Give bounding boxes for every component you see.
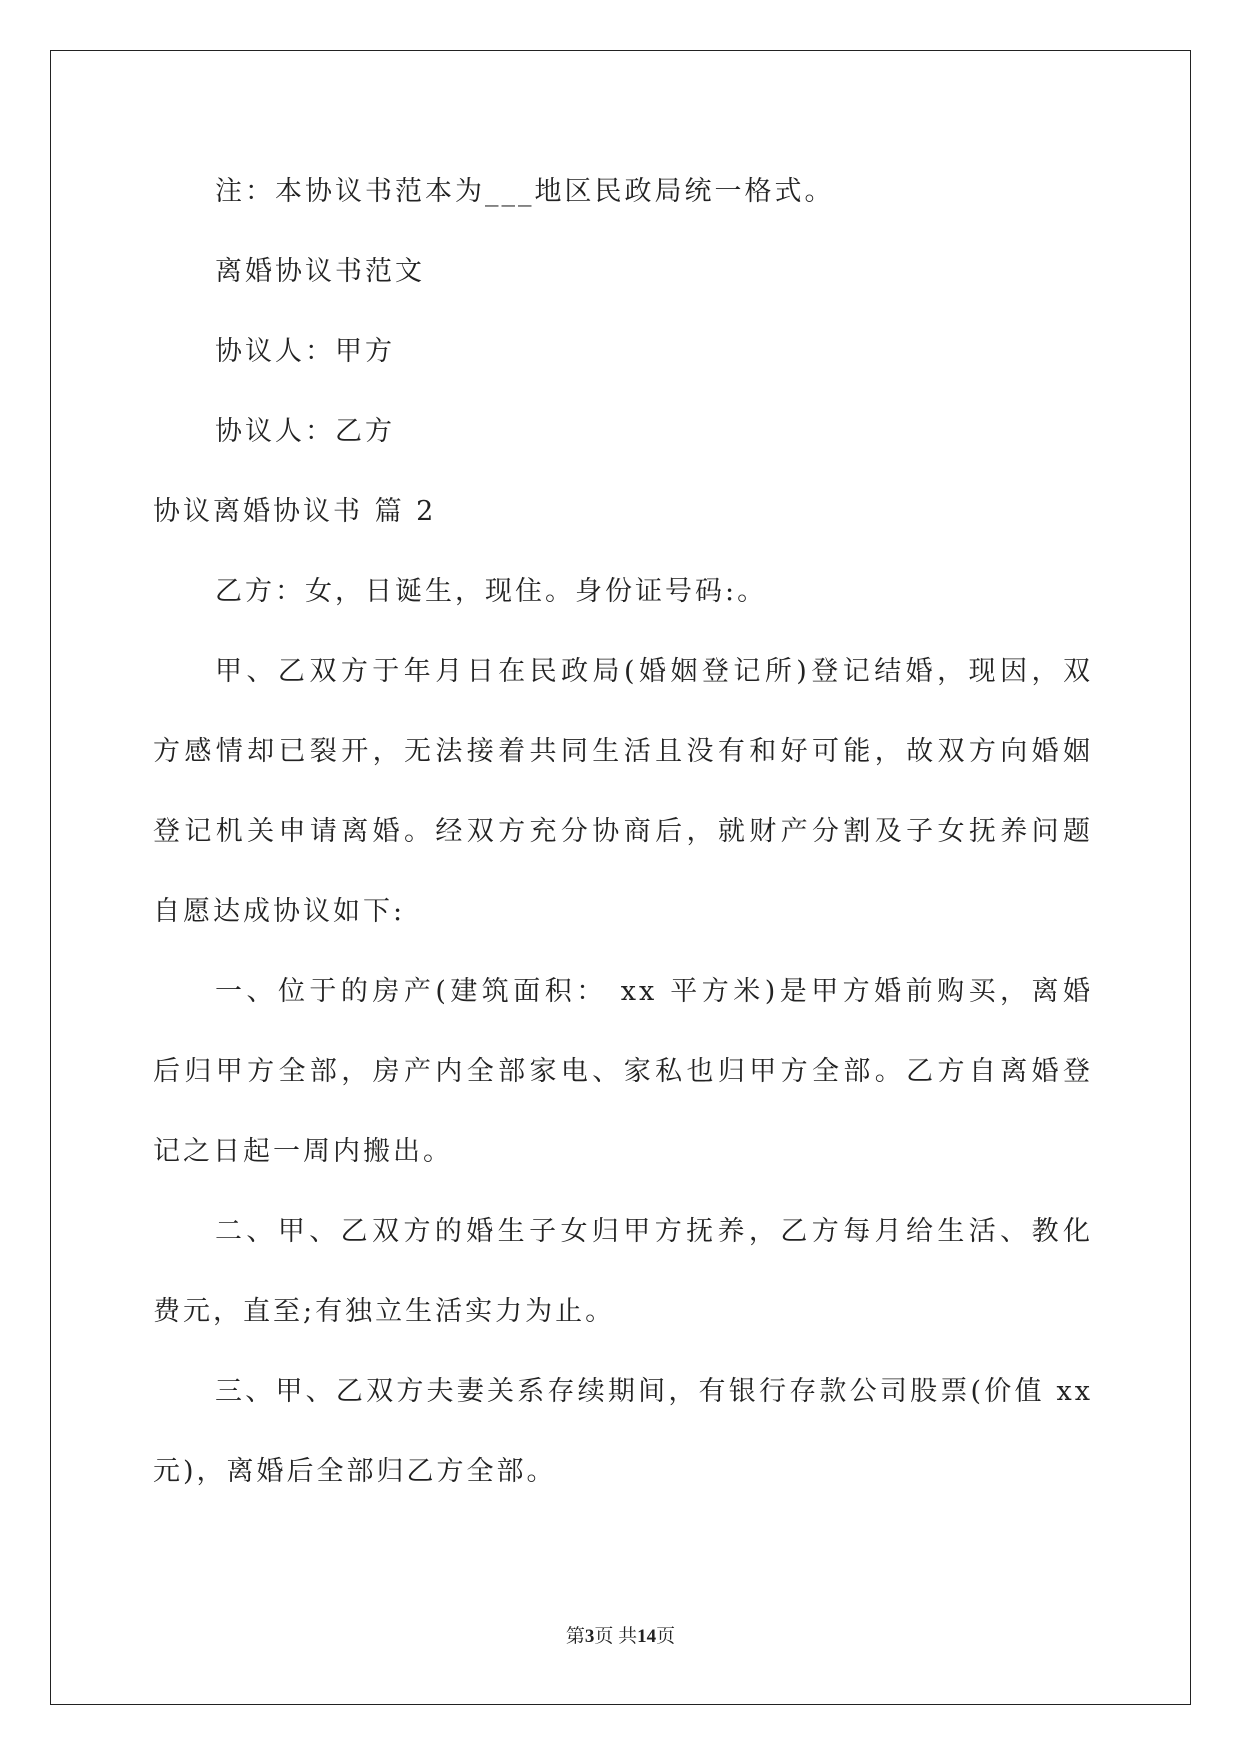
page-footer (0, 1621, 1241, 1648)
paragraph-line: 元)，离婚后全部归乙方全部。 (153, 1456, 557, 1487)
footer-suffix: 页 (656, 1626, 676, 1647)
total-page-number: 14 (637, 1626, 657, 1647)
paragraph-line: 三、甲、乙双方夫妻关系存续期间，有银行存款公司股票(价值 xx (215, 1376, 1093, 1407)
party-a-line: 协议人：甲方 (215, 336, 395, 367)
paragraph-line: 费元，直至;有独立生活实力为止。 (153, 1296, 616, 1327)
paragraph-line: 后归甲方全部，房产内全部家电、家私也归甲方全部。乙方自离婚登 (153, 1056, 1093, 1087)
section-heading: 协议离婚协议书 篇 2 (153, 496, 437, 527)
paragraph-line: 记之日起一周内搬出。 (153, 1136, 453, 1167)
party-b-info: 乙方：女，日诞生，现住。身份证号码:。 (215, 576, 768, 607)
note-paragraph: 注：本协议书范本为___地区民政局统一格式。 (215, 176, 835, 207)
paragraph-line: 自愿达成协议如下: (153, 896, 406, 927)
footer-prefix: 第 (565, 1626, 585, 1647)
sample-title: 离婚协议书范文 (215, 256, 425, 287)
party-b-line: 协议人：乙方 (215, 416, 395, 447)
paragraph-line: 方感情却已裂开，无法接着共同生活且没有和好可能，故双方向婚姻 (153, 736, 1093, 767)
current-page-number: 3 (584, 1626, 595, 1647)
paragraph-line: 一、位于的房产(建筑面积： xx 平方米)是甲方婚前购买，离婚 (215, 976, 1093, 1007)
paragraph-line: 甲、乙双方于年月日在民政局(婚姻登记所)登记结婚，现因，双 (215, 656, 1093, 687)
paragraph-line: 二、甲、乙双方的婚生子女归甲方抚养，乙方每月给生活、教化 (215, 1216, 1093, 1247)
footer-mid: 页 共 (594, 1626, 638, 1647)
paragraph-line: 登记机关申请离婚。经双方充分协商后，就财产分割及子女抚养问题 (153, 816, 1093, 847)
